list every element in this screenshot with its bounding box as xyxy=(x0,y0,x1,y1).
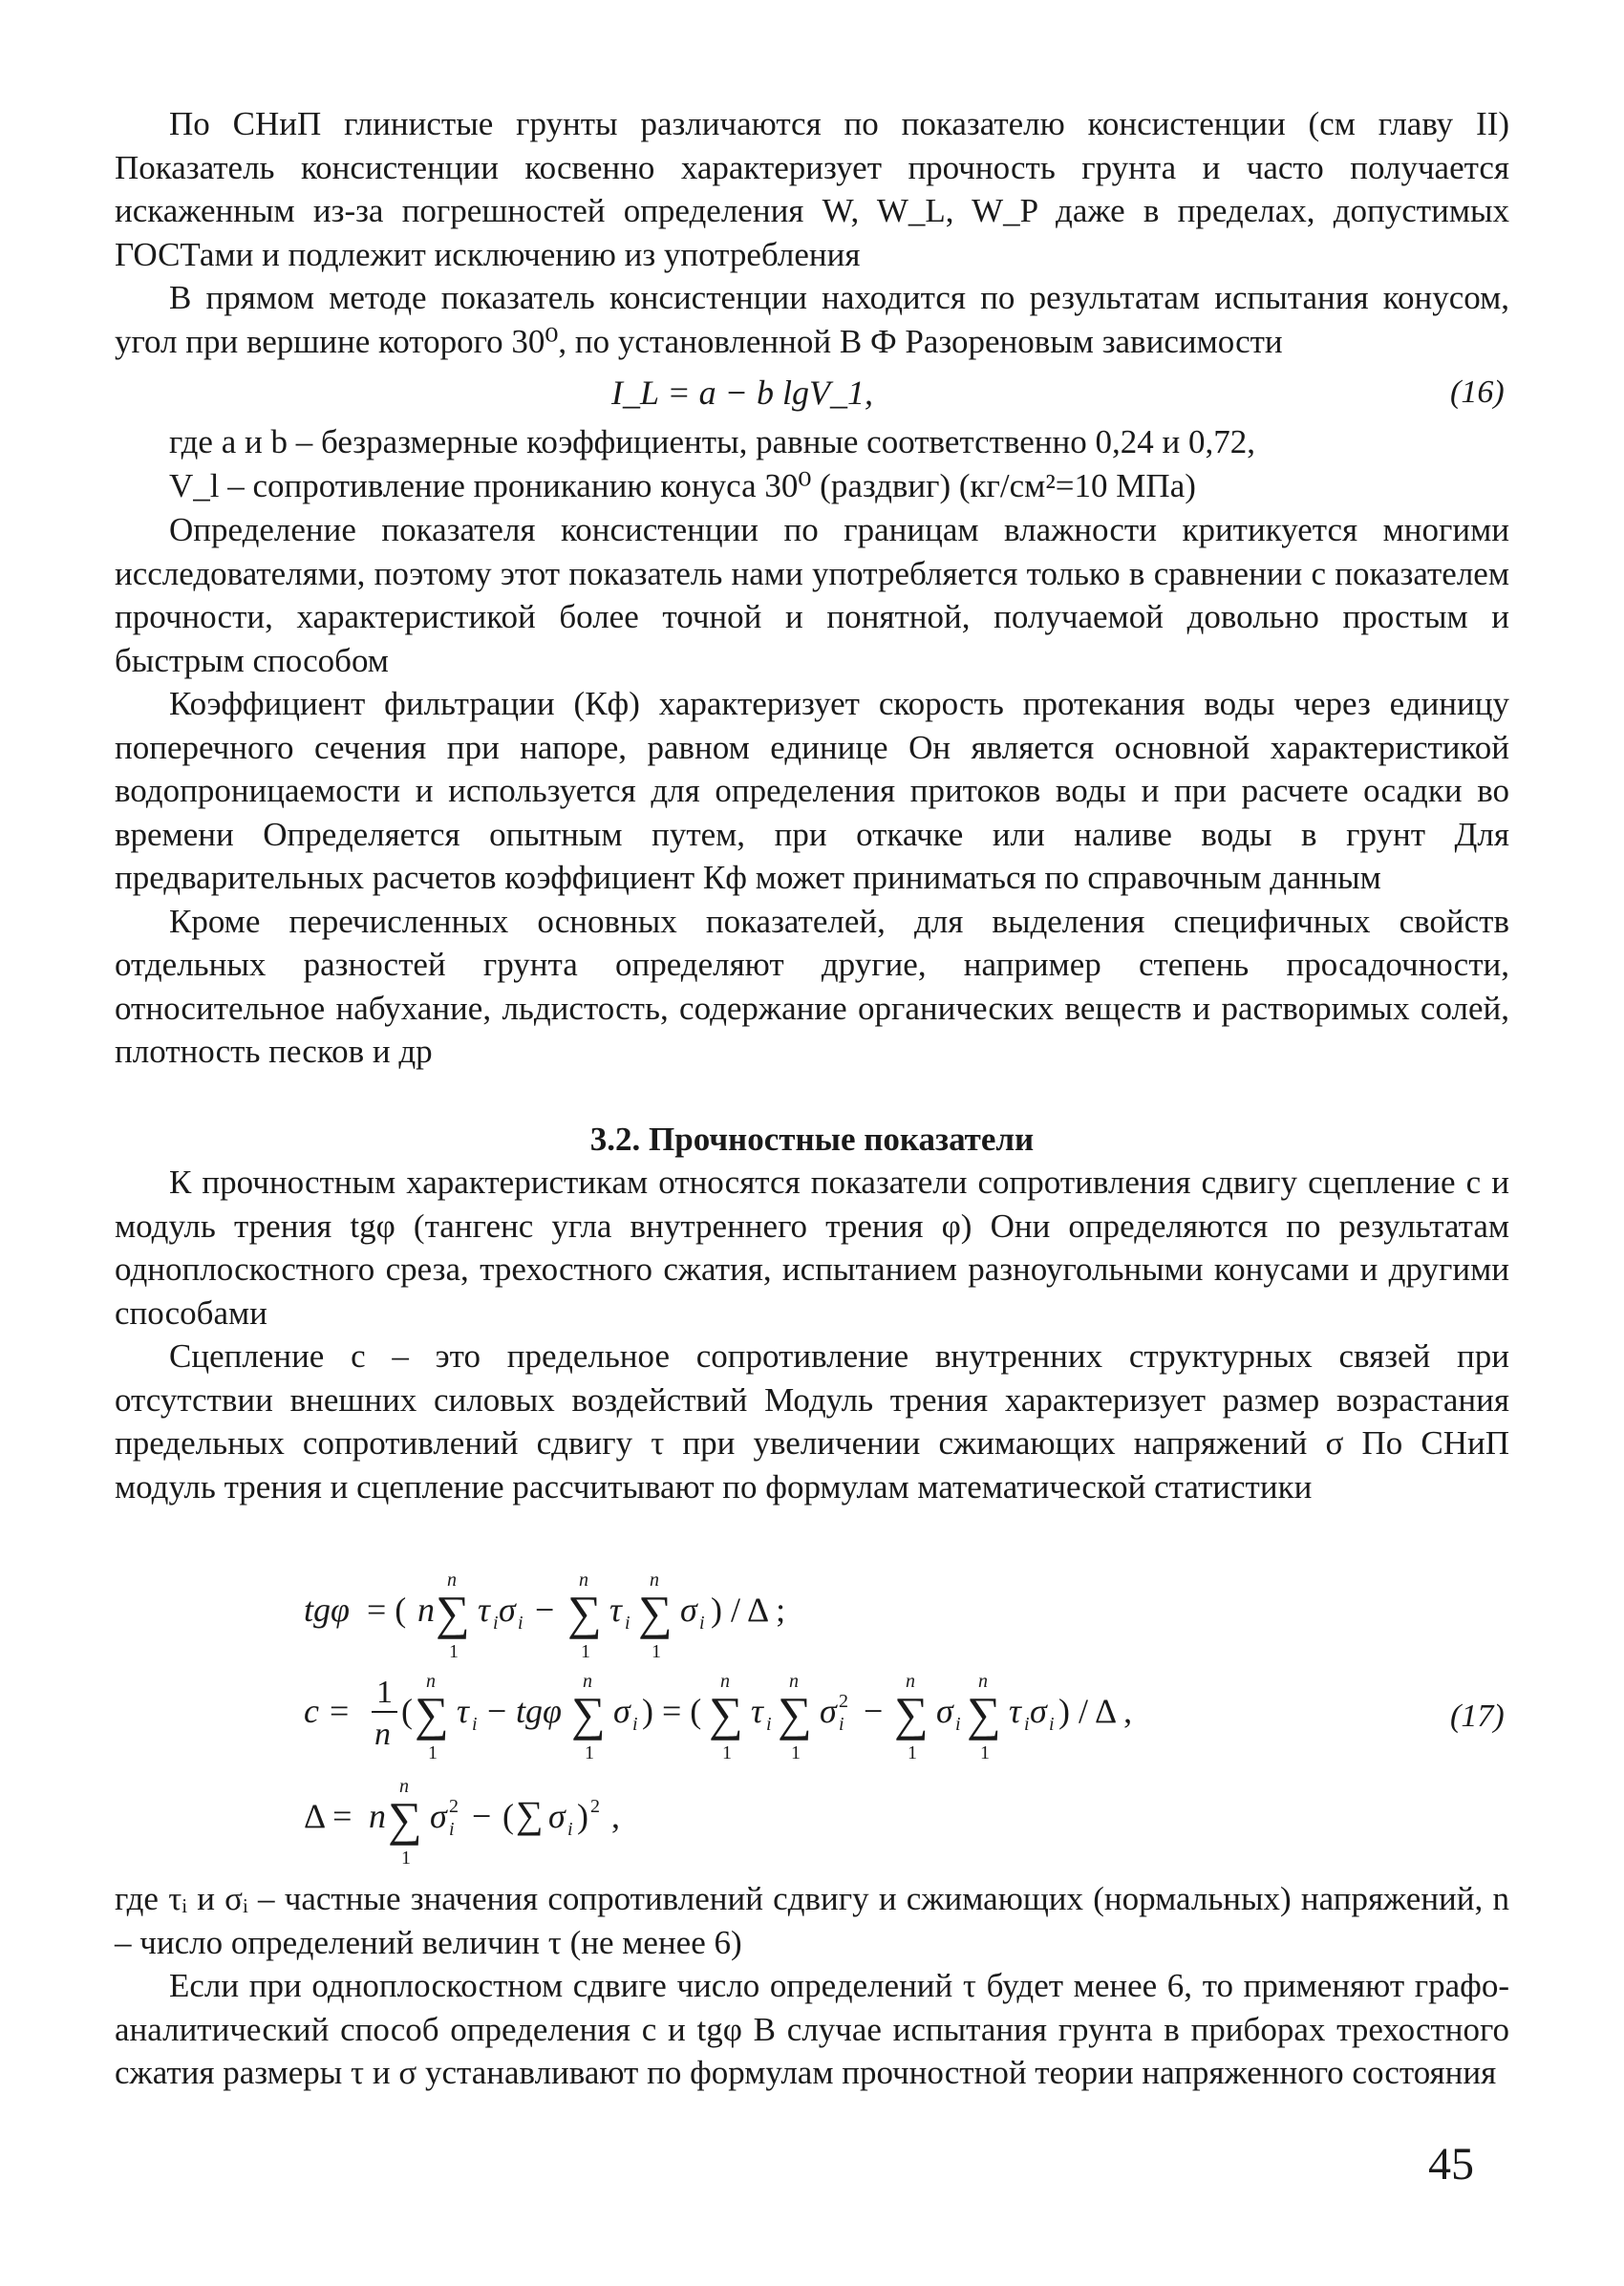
svg-text:i: i xyxy=(699,1613,705,1634)
svg-text:∑: ∑ xyxy=(516,1793,544,1836)
section-heading: 3.2. Прочностные показатели xyxy=(589,1121,1035,1158)
svg-text:2: 2 xyxy=(590,1796,600,1817)
svg-text:i: i xyxy=(632,1714,638,1735)
formula-17-line-1 xyxy=(304,1570,785,1662)
svg-text:τ: τ xyxy=(609,1591,622,1629)
svg-text:∑: ∑ xyxy=(415,1687,449,1741)
svg-text:i: i xyxy=(955,1714,961,1735)
svg-text:τ: τ xyxy=(1009,1692,1021,1730)
svg-text:∑: ∑ xyxy=(709,1687,743,1741)
formula-16: I_L = a − b lgV_1, xyxy=(611,374,873,412)
svg-text:(: ( xyxy=(401,1692,413,1730)
paragraph-limits-criticism: Определение показателя консистенции по границам влажности критикуется многими исследователями, поэтому этот показатель нами употребляется только в сравнении с показателем прочности, характеристикой более точной и понятной, получаемой довольно простым и быстрым способом xyxy=(115,511,1509,679)
svg-text:1: 1 xyxy=(791,1742,801,1763)
svg-text:σ: σ xyxy=(499,1591,516,1629)
svg-text:−: − xyxy=(472,1797,492,1835)
svg-text:1: 1 xyxy=(722,1742,732,1763)
svg-text:1: 1 xyxy=(428,1742,438,1763)
svg-text:σ: σ xyxy=(1030,1692,1047,1730)
svg-text:i: i xyxy=(493,1613,499,1634)
svg-text:): ) xyxy=(577,1797,588,1835)
paragraph-consistency: По СНиП глинистые грунты различаются по показателю консистенции (см главу II) Показатель консистенции косвенно характеризует прочность грунта и часто получается искаженным из-за погрешностей определения W, W_L, W_P даже в пределах, допустимых ГОСТами и подлежит исключению из употребления xyxy=(115,105,1509,273)
paragraph-other-indicators: Кроме перечисленных основных показателей, для выделения специфичных свойств отдельных разностей грунта определяют другие, например степень просадочности, относительное набухание, льдистость, содержание органических веществ и растворимых солей, плотность песков и др xyxy=(115,902,1509,1070)
svg-text:) = (: ) = ( xyxy=(642,1692,702,1730)
svg-text:n: n xyxy=(579,1570,588,1591)
svg-text:= (: = ( xyxy=(367,1591,407,1629)
paragraph-filtration: Коэффициент фильтрации (Кф) характеризует скорость протекания воды через единицу поперечного сечения при напоре, равном единице Он является основной характеристикой водопроницаемости и используется для определения притоков воды и при расчете осадки во времени Определяется опытным путем, при откачке или наливе воды в грунт Для предварительных расчетов коэффициент Кф может приниматься по справочным данным xyxy=(115,685,1509,896)
legend-coefficients: где a и b – безразмерные коэффициенты, равные соответственно 0,24 и 0,72, xyxy=(169,423,1255,460)
svg-text:n: n xyxy=(447,1570,457,1591)
svg-text:tgφ: tgφ xyxy=(304,1591,350,1629)
paragraph-graphic-method: Если при одноплоскостном сдвиге число определений τ будет менее 6, то применяют графо-аналитический способ определения c и tgφ В случае испытания грунта в приборах трехостного сжатия размеры τ и σ устанавливают по формулам прочностной теории напряженного состояния xyxy=(115,1967,1509,2091)
svg-text:∑: ∑ xyxy=(436,1586,470,1639)
svg-text:i: i xyxy=(1049,1714,1055,1735)
svg-text:1: 1 xyxy=(376,1675,393,1710)
svg-text:c: c xyxy=(304,1692,319,1730)
formula-17-line-3 xyxy=(304,1776,620,1869)
svg-text:Δ =: Δ = xyxy=(304,1797,353,1835)
paragraph-direct-method: В прямом методе показатель консистенции находится по результатам испытания конусом, угол при вершине которого 30⁰, по установленной В Ф Разореновым зависимости xyxy=(115,279,1509,360)
svg-text:1: 1 xyxy=(980,1742,990,1763)
svg-text:2: 2 xyxy=(449,1796,459,1817)
svg-text:∑: ∑ xyxy=(567,1586,602,1639)
svg-text:−: − xyxy=(864,1692,884,1730)
svg-text:n: n xyxy=(369,1797,386,1835)
svg-text:σ: σ xyxy=(820,1692,837,1730)
svg-text:,: , xyxy=(611,1797,620,1835)
svg-text:1: 1 xyxy=(908,1742,917,1763)
svg-text:τ: τ xyxy=(457,1692,469,1730)
svg-text:i: i xyxy=(766,1714,772,1735)
svg-text:∑: ∑ xyxy=(638,1586,673,1639)
paragraph-formula-17-legend: где τᵢ и σᵢ – частные значения сопротивлений сдвигу и сжимающих (нормальных) напряжений, n – число определений величин τ (не менее 6) xyxy=(115,1880,1509,1961)
formula-16-number: (16) xyxy=(1450,374,1505,410)
svg-text:n: n xyxy=(374,1717,391,1752)
svg-text:i: i xyxy=(839,1714,844,1735)
svg-text:σ: σ xyxy=(548,1797,566,1835)
svg-text:σ: σ xyxy=(430,1797,447,1835)
svg-text:i: i xyxy=(472,1714,478,1735)
svg-text:=: = xyxy=(330,1692,350,1730)
paragraph-strength-characteristics: К прочностным характеристикам относятся показатели сопротивления сдвигу сцепление c и модуль трения tgφ (тангенс угла внутреннего трения φ) Они определяются по результатам одноплоскостного среза, трехостного сжатия, испытанием разноугольными конусами и другими способами xyxy=(115,1164,1509,1332)
svg-text:σ: σ xyxy=(680,1591,697,1629)
svg-text:σ: σ xyxy=(613,1692,630,1730)
svg-text:) / Δ ;: ) / Δ ; xyxy=(711,1591,786,1629)
svg-text:i: i xyxy=(518,1613,524,1634)
svg-text:n: n xyxy=(399,1776,409,1797)
svg-text:n: n xyxy=(426,1671,436,1692)
page-number: 45 xyxy=(1428,2139,1474,2190)
svg-text:−: − xyxy=(487,1692,507,1730)
svg-text:i: i xyxy=(1024,1714,1030,1735)
svg-text:1: 1 xyxy=(585,1742,594,1763)
svg-text:n: n xyxy=(583,1671,592,1692)
svg-text:∑: ∑ xyxy=(778,1687,812,1741)
svg-text:σ: σ xyxy=(936,1692,953,1730)
svg-text:n: n xyxy=(978,1671,988,1692)
svg-text:n: n xyxy=(417,1591,435,1629)
svg-text:1: 1 xyxy=(401,1848,411,1869)
paragraph-cohesion: Сцепление c – это предельное сопротивление внутренних структурных связей при отсутствии внешних силовых воздействий Модуль трения характеризует размер возрастания предельных сопротивлений сдвигу τ при увеличении сжимающих напряжений σ По СНиП модуль трения и сцепление рассчитывают по формулам математической статистики xyxy=(115,1337,1509,1506)
svg-text:−: − xyxy=(535,1591,555,1629)
svg-text:n: n xyxy=(789,1671,799,1692)
svg-text:i: i xyxy=(567,1819,573,1840)
svg-text:n: n xyxy=(906,1671,915,1692)
legend-resistance: V_l – сопротивление прониканию конуса 30⁰ (раздвиг) (кг/см²=10 МПа) xyxy=(169,466,1196,504)
svg-text:) / Δ ,: ) / Δ , xyxy=(1058,1692,1133,1730)
svg-text:τ: τ xyxy=(751,1692,763,1730)
formula-17-number: (17) xyxy=(1450,1698,1505,1734)
svg-text:∑: ∑ xyxy=(894,1687,929,1741)
svg-text:∑: ∑ xyxy=(388,1792,422,1846)
svg-text:∑: ∑ xyxy=(571,1687,606,1741)
formula-17-line-2 xyxy=(304,1671,1132,1763)
svg-text:1: 1 xyxy=(449,1641,459,1662)
bottom-text xyxy=(115,1877,1509,2095)
svg-text:2: 2 xyxy=(839,1691,848,1712)
svg-text:tgφ: tgφ xyxy=(516,1692,562,1730)
svg-text:1: 1 xyxy=(652,1641,661,1662)
svg-text:n: n xyxy=(720,1671,730,1692)
svg-text:1: 1 xyxy=(581,1641,590,1662)
svg-text:i: i xyxy=(625,1613,630,1634)
svg-text:τ: τ xyxy=(478,1591,490,1629)
svg-text:(: ( xyxy=(502,1797,514,1835)
svg-text:n: n xyxy=(650,1570,659,1591)
svg-text:∑: ∑ xyxy=(967,1687,1001,1741)
svg-text:i: i xyxy=(449,1819,455,1840)
